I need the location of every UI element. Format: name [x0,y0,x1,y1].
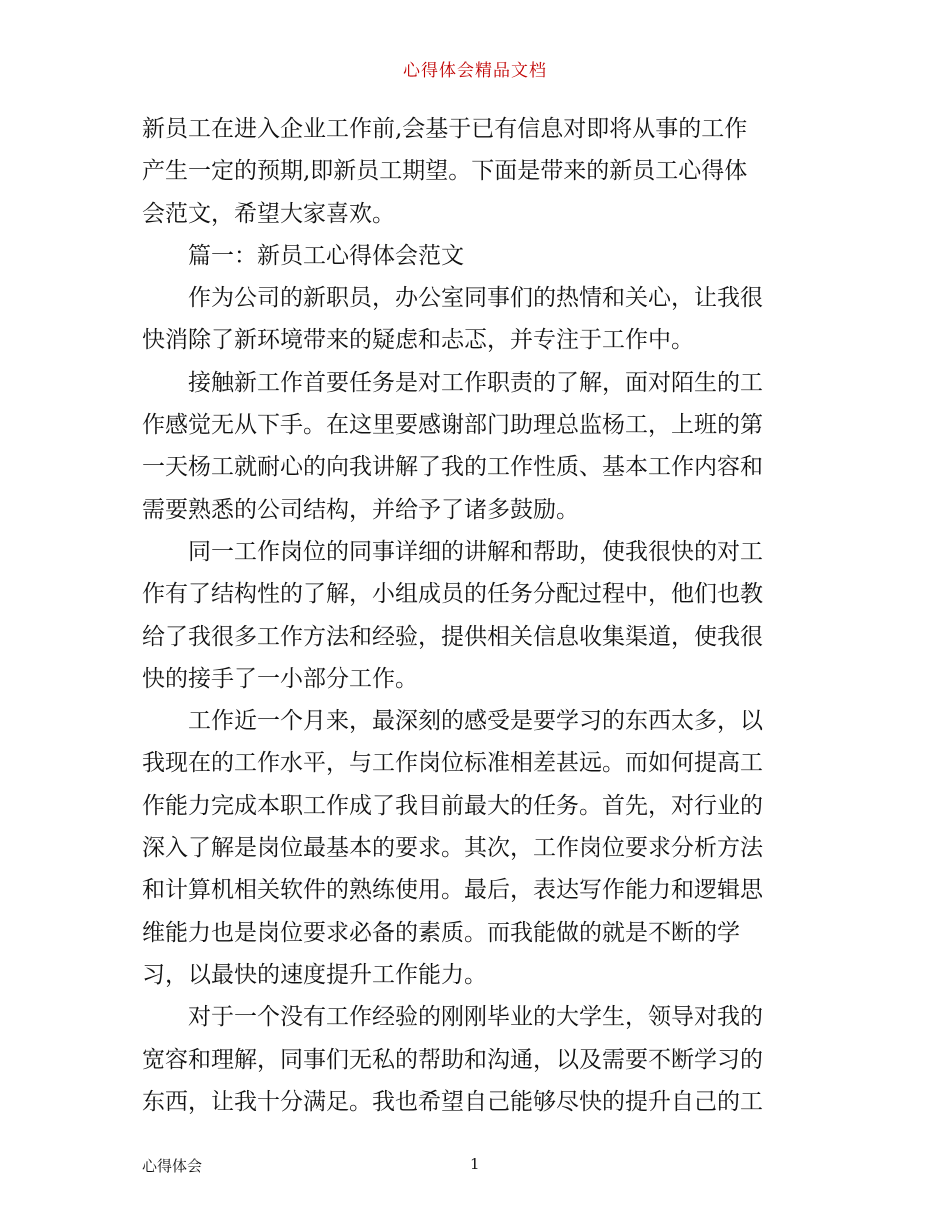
text-line: 一天杨工就耐心的向我讲解了我的工作性质、基本工作内容和 [142,454,763,481]
text-line: 宽容和理解，同事们无私的帮助和沟通，以及需要不断学习的 [142,1046,763,1073]
text-line: 作为公司的新职员，办公室同事们的热情和关心，让我很 [188,285,763,312]
text-line: 作能力完成本职工作成了我目前最大的任务。首先，对行业的 [142,792,763,819]
text-line: 我现在的工作水平，与工作岗位标准相差甚远。而如何提高工 [142,750,763,777]
text-line: 作感觉无从下手。在这里要感谢部门助理总监杨工，上班的第 [142,412,763,439]
text-line: 和计算机相关软件的熟练使用。最后，表达写作能力和逻辑思 [142,877,763,904]
text-line: 东西，让我十分满足。我也希望自己能够尽快的提升自己的工 [142,1088,763,1115]
text-line: 工作近一个月来，最深刻的感受是要学习的东西太多，以 [188,708,763,735]
section-heading: 篇一：新员工心得体会范文 [188,242,464,269]
text-line: 快消除了新环境带来的疑虑和忐忑，并专注于工作中。 [142,327,694,354]
text-line: 对于一个没有工作经验的刚刚毕业的大学生，领导对我的 [188,1004,763,1031]
text-line: 新员工在进入企业工作前,会基于已有信息对即将从事的工作 [142,116,748,142]
text-line: 快的接手了一小部分工作。 [142,665,418,692]
page-header-title: 心得体会精品文档 [403,61,547,81]
text-line: 给了我很多工作方法和经验，提供相关信息收集渠道，使我很 [142,623,763,650]
text-line: 接触新工作首要任务是对工作职责的了解，面对陌生的工 [188,369,763,396]
page-number: 1 [470,1155,480,1173]
text-line: 会范文，希望大家喜欢。 [142,200,395,227]
text-line: 产生一定的预期,即新员工期望。下面是带来的新员工心得体 [142,158,748,185]
text-line: 维能力也是岗位要求必备的素质。而我能做的就是不断的学 [142,919,740,946]
footer-label: 心得体会 [142,1157,203,1175]
text-line: 习，以最快的速度提升工作能力。 [142,961,487,988]
text-line: 同一工作岗位的同事详细的讲解和帮助，使我很快的对工 [188,538,763,565]
text-line: 深入了解是岗位最基本的要求。其次，工作岗位要求分析方法 [142,835,763,862]
document-body [142,108,814,1123]
text-line: 需要熟悉的公司结构，并给予了诸多鼓励。 [142,496,579,523]
text-line: 作有了结构性的了解，小组成员的任务分配过程中，他们也教 [142,581,763,608]
